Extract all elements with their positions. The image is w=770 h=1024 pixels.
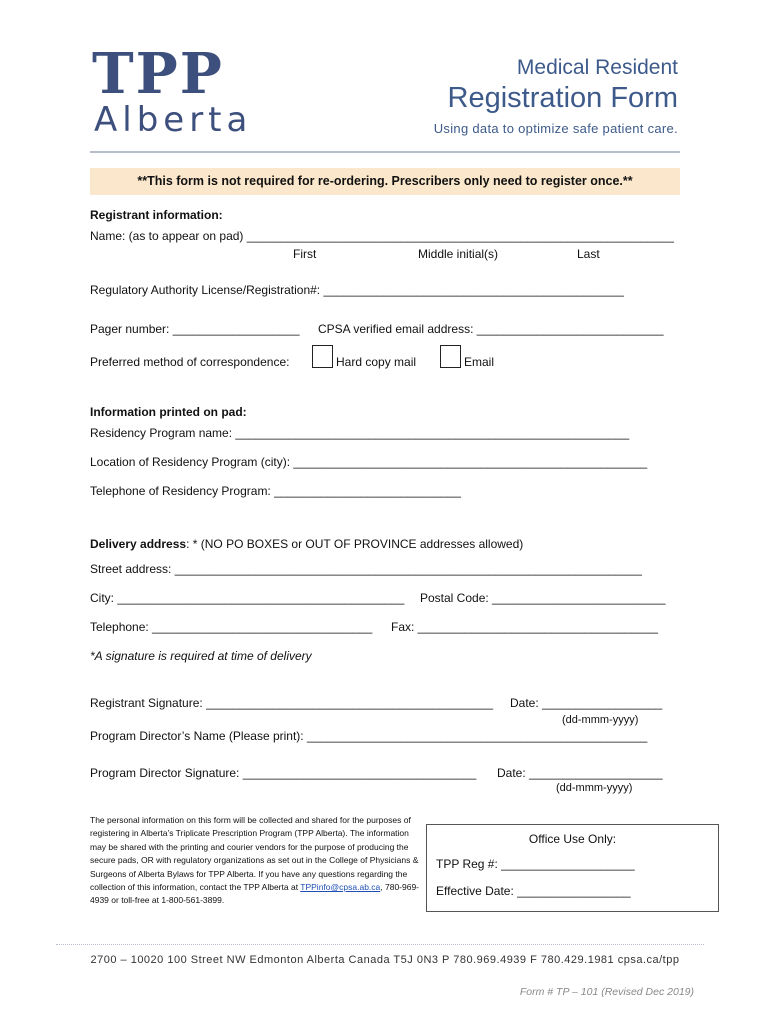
registrant-heading: Registrant information:	[90, 208, 223, 222]
form-title: Registration Form	[447, 82, 678, 114]
registrant-signature-field[interactable]: Registrant Signature: ___________________________________________	[90, 696, 494, 710]
tpp-email-link[interactable]: TPPinfo@cpsa.ab.ca	[300, 882, 381, 893]
email-option-label: Email	[464, 355, 495, 369]
first-name-label: First	[293, 247, 317, 261]
office-use-box	[426, 824, 719, 912]
program-location-field[interactable]: Location of Residency Program (city): _____________________________________________________	[90, 455, 648, 469]
name-field[interactable]: Name: (as to appear on pad) ________________________________________________________________	[90, 229, 674, 243]
notice-banner: **This form is not required for re-ordering. Prescribers only need to register once.**	[90, 168, 680, 195]
privacy-text: The personal information on this form will be collected and shared for the purposes of registering in Alberta’s Triplicate Prescription Program (TPP Alberta). The information may be shared with the printing and courier vendors for the purpose of producing the secure pads, OR with regulatory organizations as set out in the College of Physicians & Surgeons of Alberta Bylaws for TPP Alberta. If you have any questions regarding the collection of this information, contact the TPP Alberta at	[90, 815, 419, 893]
date-format-hint: (dd-mmm-yyyy)	[562, 714, 639, 726]
license-field[interactable]: Regulatory Authority License/Registration#: _____________________________________________	[90, 283, 624, 297]
program-phone-field[interactable]: Telephone of Residency Program: ____________________________	[90, 484, 461, 498]
privacy-contact: , 780-969-4939 or toll-free at 1-800-561-3899.	[90, 882, 420, 906]
program-name-field[interactable]: Residency Program name: ___________________________________________________________	[90, 426, 630, 440]
footer-address: 2700 – 10020 100 Street NW Edmonton Alberta Canada T5J 0N3 P 780.969.4939 F 780.429.1981 cpsa.ca/tpp	[90, 954, 680, 966]
correspondence-label: Preferred method of correspondence:	[90, 355, 290, 369]
middle-initial-label: Middle initial(s)	[418, 247, 499, 261]
form-subtitle: Medical Resident	[516, 56, 678, 79]
footer-divider	[56, 944, 704, 945]
postal-code-field[interactable]: Postal Code: __________________________	[420, 591, 666, 605]
tagline: Using data to optimize safe patient care.	[433, 121, 678, 136]
delivery-heading-bold: Delivery address	[90, 537, 187, 551]
pager-field[interactable]: Pager number: ___________________	[90, 322, 300, 336]
registrant-date-field[interactable]: Date: __________________	[510, 696, 663, 710]
office-use-title: Office Use Only:	[528, 832, 617, 846]
tpp-reg-field[interactable]: TPP Reg #: ____________________	[436, 857, 635, 871]
pad-heading: Information printed on pad:	[90, 405, 247, 419]
fax-field[interactable]: Fax: ____________________________________	[391, 620, 658, 634]
delivery-phone-field[interactable]: Telephone: _________________________________	[90, 620, 373, 634]
email-field[interactable]: CPSA verified email address: ____________________________	[318, 322, 664, 336]
logo-alberta: Alberta	[94, 100, 253, 140]
last-name-label: Last	[577, 247, 600, 261]
director-signature-field[interactable]: Program Director Signature: ___________________________________	[90, 766, 477, 780]
form-number: Form # TP – 101 (Revised Dec 2019)	[519, 986, 694, 998]
privacy-notice	[90, 814, 420, 908]
hard-copy-checkbox[interactable]	[312, 345, 333, 368]
signature-note: *A signature is required at time of delivery	[90, 649, 312, 663]
delivery-heading	[90, 537, 523, 551]
header-divider	[90, 151, 680, 153]
street-field[interactable]: Street address: ______________________________________________________________________	[90, 562, 642, 576]
hard-copy-label: Hard copy mail	[336, 355, 417, 369]
logo-tpp: TPP	[92, 41, 224, 107]
email-checkbox[interactable]	[440, 345, 461, 368]
effective-date-field[interactable]: Effective Date: _________________	[436, 884, 631, 898]
director-name-field[interactable]: Program Director’s Name (Please print): ___________________________________________________	[90, 729, 648, 743]
delivery-heading-note: : * (NO PO BOXES or OUT OF PROVINCE addresses allowed)	[186, 537, 524, 551]
date-format-hint-2: (dd-mmm-yyyy)	[556, 782, 633, 794]
director-date-field[interactable]: Date: ____________________	[497, 766, 663, 780]
city-field[interactable]: City: ___________________________________________	[90, 591, 405, 605]
